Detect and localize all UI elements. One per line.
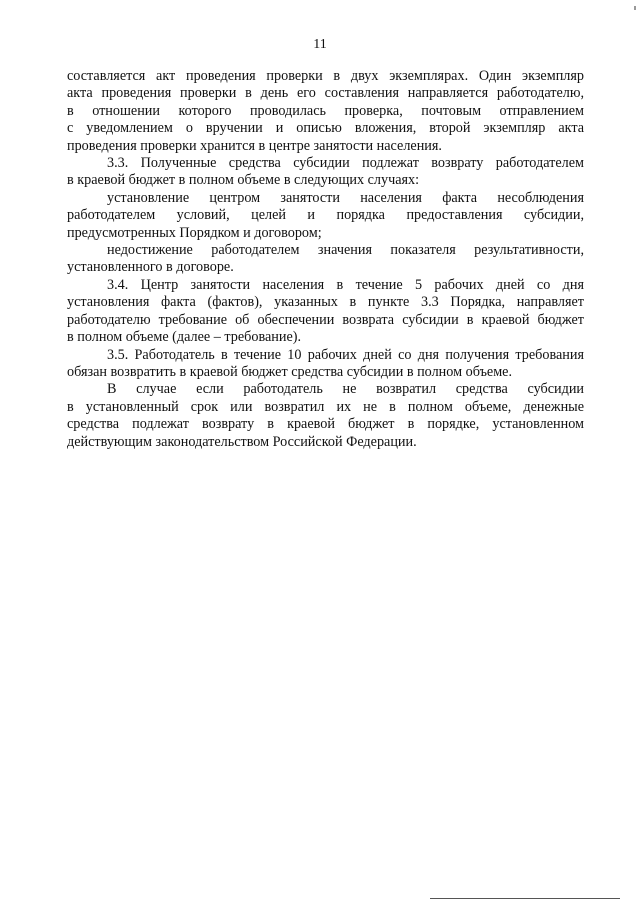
text-line: акта проведения проверки в день его составления направляется работодателю, <box>67 85 584 102</box>
text-line: обязан возвратить в краевой бюджет средства субсидии в полном объеме. <box>67 363 513 380</box>
paragraph-case-performance <box>67 242 584 277</box>
text-line: проведения проверки хранится в центре занятости населения. <box>67 137 442 154</box>
document-body <box>67 68 584 451</box>
text-line: с уведомлением о вручении и описью вложения, второй экземпляр акта <box>67 120 584 137</box>
text-line: в краевой бюджет в полном объеме в следующих случаях: <box>67 172 420 189</box>
text-line: работодателем условий, целей и порядка предоставления субсидии, <box>67 207 584 224</box>
text-line: работодателю требование об обеспечении возврата субсидии в краевой бюджет <box>67 311 584 328</box>
text-line: составляется акт проведения проверки в двух экземплярах. Один экземпляр <box>67 68 584 84</box>
paragraph-inspection-act <box>67 68 584 155</box>
text-line: в установленный срок или возвратил их не в полном объеме, денежные <box>67 398 584 415</box>
page-edge-line <box>430 898 620 899</box>
paragraph-3-3 <box>67 155 584 190</box>
text-line: 3.3. Полученные средства субсидии подлежат возврату работодателем <box>107 155 584 172</box>
page-number: 11 <box>313 37 327 52</box>
text-line: недостижение работодателем значения показателя результативности, <box>107 242 584 259</box>
paragraph-case-noncompliance <box>67 190 584 242</box>
text-line: 3.4. Центр занятости населения в течение 5 рабочих дней со дня <box>107 276 584 293</box>
text-line: предусмотренных Порядком и договором; <box>67 224 322 241</box>
paragraph-3-4 <box>67 277 584 347</box>
text-line: в отношении которого проводилась проверка, почтовым отправлением <box>67 102 584 119</box>
text-line: установления факта (фактов), указанных в пункте 3.3 Порядка, направляет <box>67 294 584 311</box>
text-line: средства подлежат возврату в краевой бюджет в порядке, установленном <box>67 416 584 433</box>
text-line: В случае если работодатель не возвратил средства субсидии <box>107 381 584 398</box>
text-line: действующим законодательством Российской Федерации. <box>67 433 417 450</box>
text-line: в полном объеме (далее – требование). <box>67 329 302 346</box>
scan-artifact <box>634 6 636 10</box>
text-line: 3.5. Работодатель в течение 10 рабочих дней со дня получения требования <box>107 346 584 363</box>
paragraph-refund-order <box>67 381 584 451</box>
paragraph-3-5 <box>67 347 584 382</box>
text-line: установленного в договоре. <box>67 259 234 276</box>
text-line: установление центром занятости населения факта несоблюдения <box>107 189 584 206</box>
